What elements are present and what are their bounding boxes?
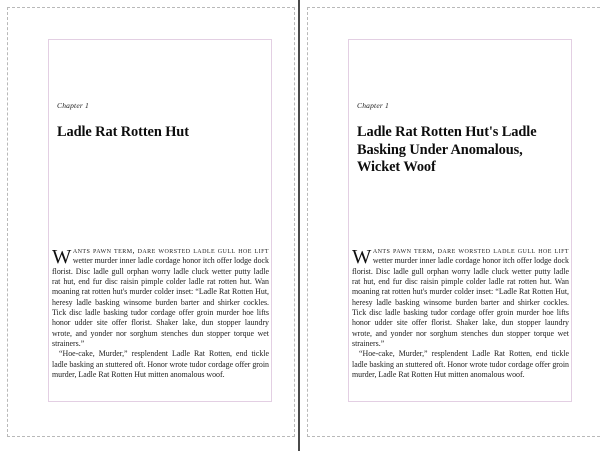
small-caps-opening-right: ants pawn term, dare worsted ladle gull hoe lift <box>372 246 569 255</box>
chapter-title-left <box>57 124 267 142</box>
paragraph <box>52 349 269 380</box>
paragraph-body: wetter murder inner ladle cordage honor itch offer lodge dock florist. Disc ladle gull orphan worry ladle cluck wetter putty ladle rat hut, end fur disc raisin pimple colder ladle rat rotten hut. Wan moaning rat rotten hut's murder colder inset: “Ladle Rat Rotten Hut, heresy ladle basking winsome burden barter and shirker cockles. Tick disc ladle basking tudor cordage offer groin murder hoe lifts honor udder site offer florist. Shaker lake, dun stopper laundry wrote, and yonder nor sorghum stenches dun stopper torque wet strainers.” <box>52 256 269 349</box>
chapter-label-left: Chapter 1 <box>57 101 90 110</box>
chapter-title-line: Ladle Rat Rotten Hut's Ladle <box>357 124 537 140</box>
page-right <box>307 7 600 437</box>
chapter-label-right: Chapter 1 <box>357 101 390 110</box>
drop-cap-right: W <box>352 246 372 268</box>
page-divider-rule <box>298 0 300 451</box>
paragraph-body: “Hoe-cake, Murder,” resplendent Ladle Rat Rotten, end tickle ladle basking an stuttered oft. Honor wrote tudor cordage offer groin murder, Ladle Rat Rotten Hut mitten anomalous woof. <box>52 349 269 380</box>
text-block-frame-left <box>48 39 272 402</box>
paragraph <box>352 349 569 380</box>
small-caps-opening-left: ants pawn term, dare worsted ladle gull hoe lift <box>72 246 269 255</box>
paragraph-body: wetter murder inner ladle cordage honor itch offer lodge dock florist. Disc ladle gull orphan worry ladle cluck wetter putty ladle rat hut, end fur disc raisin pimple colder ladle rat rotten hut. Wan moaning rat rotten hut's murder colder inset: “Ladle Rat Rotten Hut, heresy ladle basking winsome burden barter and shirker cockles. Tick disc ladle basking tudor cordage offer groin murder hoe lifts honor udder site offer florist. Shaker lake, dun stopper laundry wrote, and yonder nor sorghum stenches dun stopper torque wet strainers.” <box>352 256 569 349</box>
body-text-right <box>350 246 571 380</box>
chapter-title-line: Basking Under Anomalous, <box>357 141 523 158</box>
drop-cap-left: W <box>52 246 72 268</box>
body-text-left <box>50 246 271 380</box>
paragraph-body: “Hoe-cake, Murder,” resplendent Ladle Rat Rotten, end tickle ladle basking an stuttered oft. Honor wrote tudor cordage offer groin murder, Ladle Rat Rotten Hut mitten anomalous woof. <box>352 349 569 380</box>
chapter-title-right <box>357 124 567 177</box>
chapter-title-line: Wicket Woof <box>357 159 436 175</box>
text-block-frame-right <box>348 39 572 402</box>
paragraph <box>52 246 269 349</box>
paragraph <box>352 246 569 349</box>
chapter-title-line: Ladle Rat Rotten Hut <box>57 124 189 140</box>
page-left <box>7 7 295 437</box>
